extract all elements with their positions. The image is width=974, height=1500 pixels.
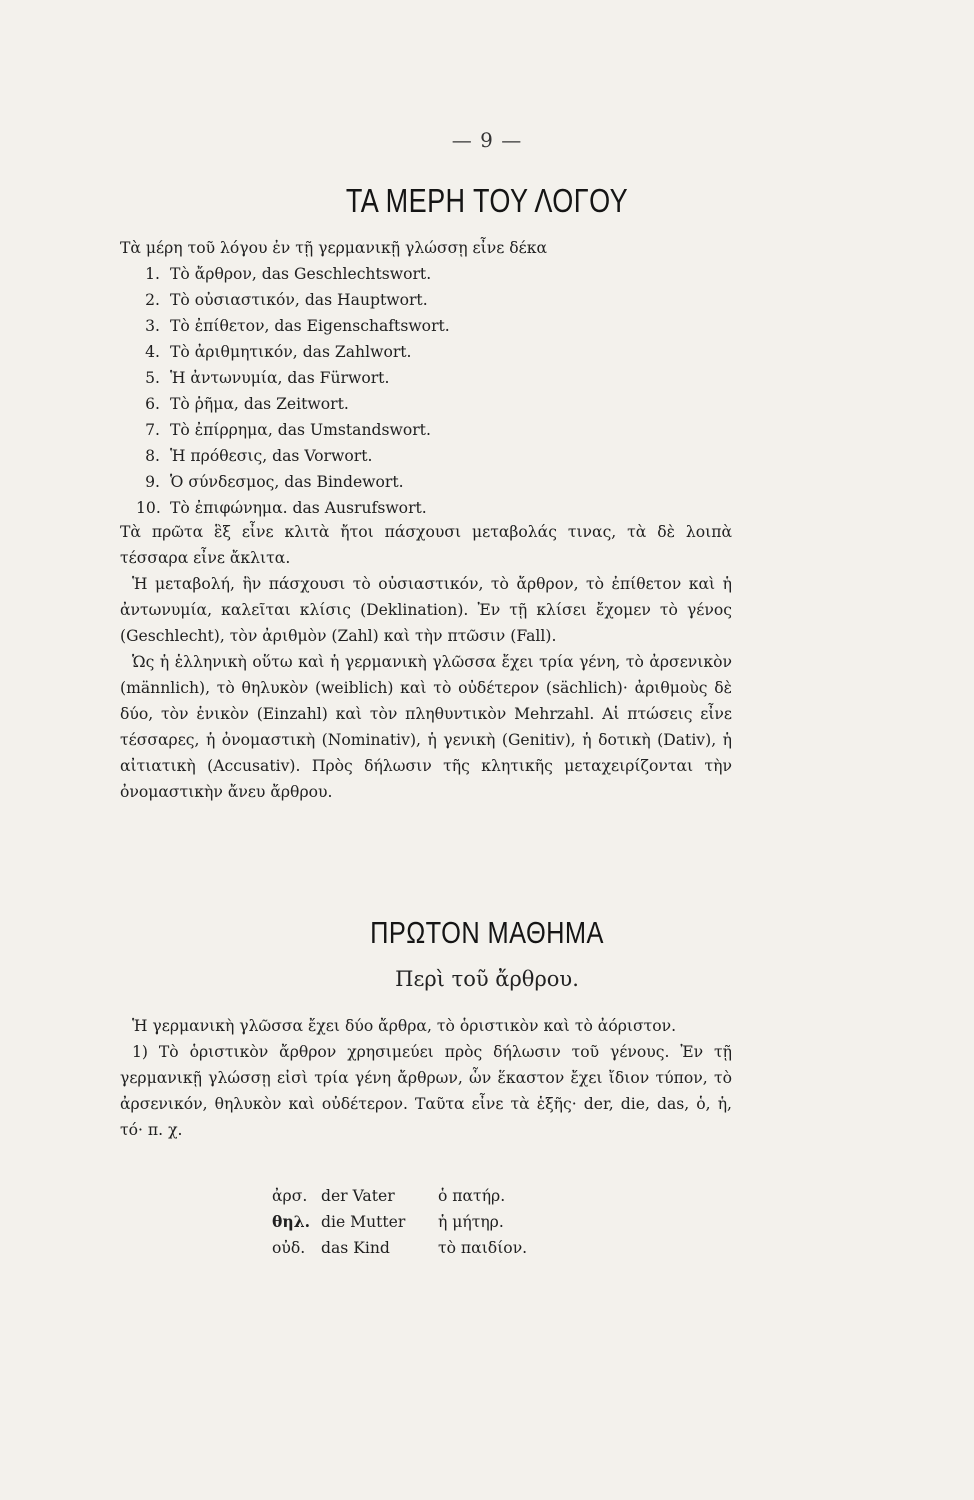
declension-text: [120, 519, 732, 805]
paragraph: 1) Τὸ ὁριστικὸν ἄρθρον χρησιμεύει πρὸς δήλωσιν τοῦ γένους. Ἐν τῇ γερμανικῇ γλώσσῃ εἰσὶ τρία γένη ἄρθρων, ὧν ἕκαστον ἔχει ἴδιον τύπον, τὸ ἀρσενικόν, θηλυκὸν καὶ οὐδέτερον. Ταῦτα εἶνε τὰ ἑξῆς· der, die, das, ὁ, ἡ, τό· π. χ.: [120, 1043, 732, 1139]
list-item: 7. Τὸ ἐπίρρημα, das Umstandswort.: [145, 421, 431, 439]
page-number: — 9 —: [451, 128, 523, 152]
section-title: ΤΑ ΜΕΡΗ ΤΟΥ ΛΟΓΟΥ: [345, 182, 629, 219]
lesson-title: ΠΡΩΤΟΝ ΜΑΘΗΜΑ: [370, 915, 604, 950]
list-item: 10. Τὸ ἐπιφώνημα. das Ausrufswort.: [136, 499, 427, 517]
list-item: 1. Τὸ ἄρθρον, das Geschlechtswort.: [145, 265, 432, 283]
example-row: θηλ. die Mutter ἡ μήτηρ.: [272, 1212, 504, 1231]
article-examples: [272, 1183, 672, 1261]
list-item: 4. Τὸ ἀριθμητικόν, das Zahlwort.: [145, 343, 412, 361]
paragraph: Ἡ γερμανικὴ γλῶσσα ἔχει δύο ἄρθρα, τὸ ὁριστικὸν καὶ τὸ ἀόριστον.: [132, 1017, 677, 1035]
list-item: 2. Τὸ οὐσιαστικόν, das Hauptwort.: [145, 291, 428, 309]
example-row: ἀρσ. der Vater ὁ πατήρ.: [272, 1187, 506, 1205]
list-item: 3. Τὸ ἐπίθετον, das Eigenschaftswort.: [145, 317, 450, 335]
lesson-subtitle: Περὶ τοῦ ἄρθρου.: [395, 967, 579, 991]
intro-line: Τὰ μέρη τοῦ λόγου ἐν τῇ γερμανικῇ γλώσσῃ εἶνε δέκα: [120, 239, 547, 257]
list-item: 6. Τὸ ῥῆμα, das Zeitwort.: [145, 395, 349, 413]
example-row: οὐδ. das Kind τὸ παιδίον.: [272, 1239, 528, 1257]
paragraph: Τὰ πρῶτα ἓξ εἶνε κλιτὰ ἤτοι πάσχουσι μεταβολάς τινας, τὰ δὲ λοιπὰ τέσσαρα εἶνε ἄκλιτα.: [120, 523, 732, 567]
lesson-text: [120, 1013, 732, 1143]
paragraph: Ὡς ἡ ἑλληνικὴ οὕτω καὶ ἡ γερμανικὴ γλῶσσα ἔχει τρία γένη, τὸ ἀρσενικὸν (männlich), τὸ θηλυκὸν (weiblich) καὶ τὸ οὐδέτερον (sächlich)· ἀριθμοὺς δὲ δύο, τὸν ἑνικὸν (Einzahl) καὶ τὸν πληθυντικὸν Mehrzahl. Αἱ πτώσεις εἶνε τέσσαρες, ἡ ὀνομαστικὴ (Nominativ), ἡ γενικὴ (Genitiv), ἡ δοτικὴ (Dativ), ἡ αἰτιατικὴ (Accusativ). Πρὸς δήλωσιν τῆς κλητικῆς μεταχειρίζονται τὴν ὀνομαστικὴν ἄνευ ἄρθρου.: [120, 653, 732, 801]
paragraph: Ἡ μεταβολή, ἣν πάσχουσι τὸ οὐσιαστικόν, τὸ ἄρθρον, τὸ ἐπίθετον καὶ ἡ ἀντωνυμία, καλεῖται κλίσις (Deklination). Ἐν τῇ κλίσει ἔχομεν τὸ γένος (Geschlecht), τὸν ἀριθμὸν (Zahl) καὶ τὴν πτῶσιν (Fall).: [120, 575, 732, 645]
list-item: 8. Ἡ πρόθεσις, das Vorwort.: [145, 447, 373, 465]
parts-of-speech-list: [136, 261, 696, 521]
list-item: 9. Ὁ σύνδεσμος, das Bindewort.: [145, 473, 404, 491]
list-item: 5. Ἡ ἀντωνυμία, das Fürwort.: [145, 369, 390, 387]
